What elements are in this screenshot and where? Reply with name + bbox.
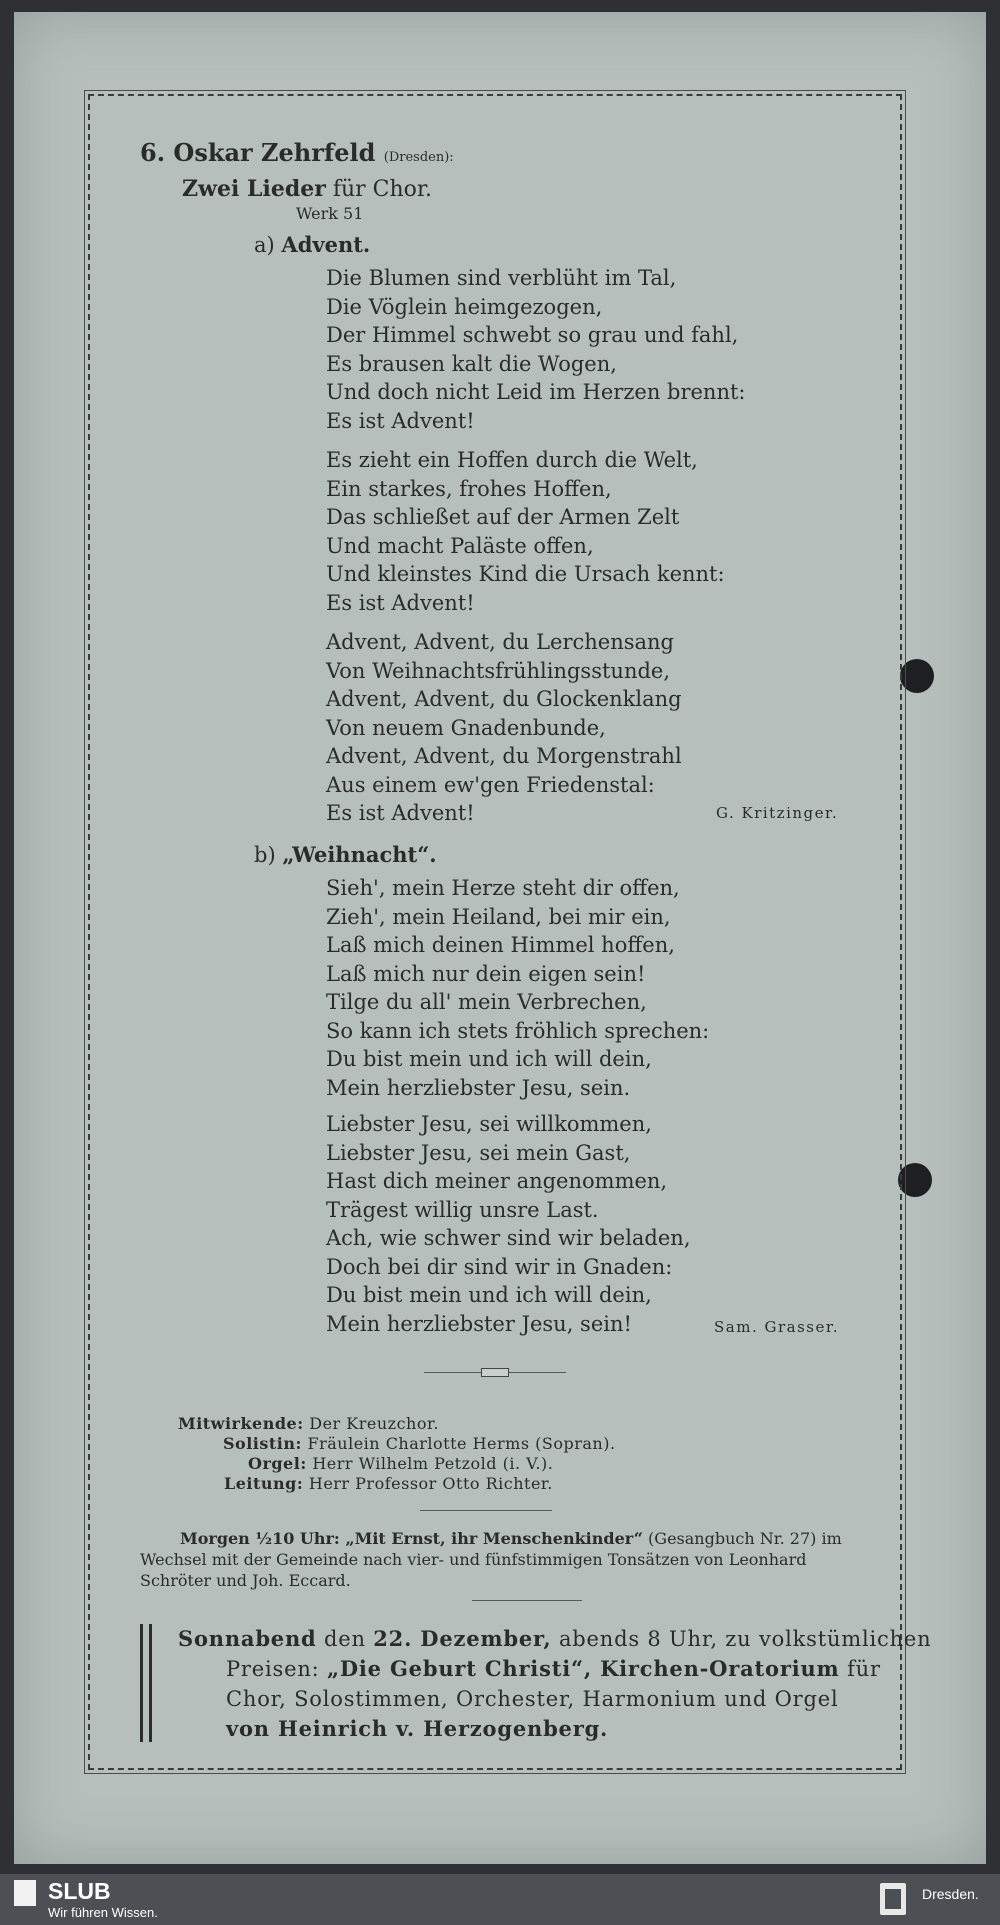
- verse-line: Ein starkes, frohes Hoffen,: [326, 476, 612, 501]
- verse-line: Advent, Advent, du Lerchensang: [326, 630, 674, 654]
- footer-bar: [0, 1874, 1000, 1925]
- verse-line: Das schließet auf der Armen Zelt: [326, 505, 680, 529]
- song-a-heading: a) Advent.: [254, 232, 371, 257]
- footer-partner: Dresden.: [922, 1886, 979, 1902]
- song-a-stanza-3: [326, 628, 682, 828]
- verse-line: Du bist mein und ich will dein,: [326, 1047, 652, 1071]
- verse-line: Laß mich nur dein eigen sein!: [326, 961, 646, 986]
- verse-line: Doch bei dir sind wir in Gnaden:: [326, 1254, 673, 1279]
- verse-line: Es ist Advent!: [326, 408, 475, 433]
- morning-service-notice: Morgen ½10 Uhr: „Mit Ernst, ihr Menschenkinder“ (Gesangbuch Nr. 27) im Wechsel mit der Gemeinde nach vier- und fünfstimmigen Tonsätzen von Leonhard Schröter und Joh. Eccard.: [140, 1529, 842, 1590]
- verse-line: Es zieht ein Hoffen durch die Welt,: [326, 448, 698, 472]
- verse-line: Sieh', mein Herze steht dir offen,: [326, 876, 680, 900]
- work-title: Zwei Lieder für Chor.: [182, 176, 432, 202]
- verse-line: So kann ich stets fröhlich sprechen:: [326, 1018, 710, 1043]
- ornament-divider: [481, 1368, 509, 1377]
- song-b-stanza-2: [326, 1110, 691, 1338]
- verse-line: Es ist Advent!: [326, 590, 475, 615]
- song-a-stanza-2: [326, 446, 725, 617]
- verse-line: Der Himmel schwebt so grau und fahl,: [326, 323, 739, 347]
- verse-line: Von neuem Gnadenbunde,: [326, 715, 606, 740]
- verse-line: Es brausen kalt die Wogen,: [326, 351, 617, 376]
- verse-line: Und kleinstes Kind die Ursach kennt:: [326, 562, 725, 586]
- performer-row: Orgel: Herr Wilhelm Petzold (i. V.).: [248, 1454, 554, 1473]
- program-heading: [140, 138, 454, 167]
- verse-line: Liebster Jesu, sei willkommen,: [326, 1112, 652, 1136]
- verse-line: Trägest willig unsre Last.: [326, 1197, 599, 1222]
- verse-line: Die Blumen sind verblüht im Tal,: [326, 266, 677, 290]
- concert-announcement: Sonnabend den 22. Dezember, abends 8 Uhr, zu volkstümlichen Preisen: „Die Geburt Christi“, Kirchen-Oratorium für Chor, Solostimmen, Orchester, Harmonium und Orgel von Heinrich v. Herzogenberg.: [178, 1626, 932, 1741]
- divider: [472, 1600, 582, 1601]
- verse-line: Zieh', mein Heiland, bei mir ein,: [326, 904, 671, 929]
- song-b-author: Sam. Grasser.: [714, 1318, 840, 1336]
- footer-brand: SLUB: [48, 1878, 111, 1904]
- slub-logo-icon: [14, 1880, 36, 1906]
- song-a-stanza-1: [326, 264, 746, 435]
- song-b-stanza-1: [326, 874, 709, 1102]
- performers-list: [178, 1414, 616, 1494]
- song-b-heading: b) „Weihnacht“.: [254, 842, 437, 867]
- verse-line: Hast dich meiner angenommen,: [326, 1169, 668, 1193]
- dresden-crest-icon: [880, 1883, 906, 1915]
- verse-line: Mein herzliebster Jesu, sein!: [326, 1311, 632, 1336]
- verse-line: Tilge du all' mein Verbrechen,: [326, 990, 647, 1014]
- composer-name: Oskar Zehrfeld: [173, 138, 376, 167]
- verse-line: Von Weihnachtsfrühlingsstunde,: [326, 658, 671, 683]
- punch-hole: [900, 659, 934, 693]
- song-a-author: G. Kritzinger.: [716, 804, 839, 822]
- footer-tagline: Wir führen Wissen.: [48, 1905, 158, 1920]
- verse-line: Du bist mein und ich will dein,: [326, 1283, 652, 1307]
- performer-row: Solistin: Fräulein Charlotte Herms (Sopran).: [223, 1434, 616, 1453]
- verse-line: Mein herzliebster Jesu, sein.: [326, 1075, 631, 1100]
- verse-line: Ach, wie schwer sind wir beladen,: [326, 1226, 691, 1250]
- side-bar: [140, 1624, 143, 1742]
- verse-line: Liebster Jesu, sei mein Gast,: [326, 1140, 631, 1165]
- verse-line: Laß mich deinen Himmel hoffen,: [326, 933, 675, 957]
- verse-line: Und doch nicht Leid im Herzen brennt:: [326, 380, 746, 404]
- opus-number: Werk 51: [296, 204, 364, 223]
- verse-line: Und macht Paläste offen,: [326, 533, 594, 558]
- performer-row: Mitwirkende: Der Kreuzchor.: [178, 1414, 439, 1433]
- verse-line: Advent, Advent, du Glockenklang: [326, 687, 682, 711]
- punch-hole: [898, 1163, 932, 1197]
- performer-row: Leitung: Herr Professor Otto Richter.: [224, 1474, 553, 1493]
- verse-line: Advent, Advent, du Morgenstrahl: [326, 744, 682, 768]
- program-number: 6.: [140, 138, 166, 167]
- verse-line: Die Vöglein heimgezogen,: [326, 294, 603, 319]
- divider: [420, 1510, 552, 1511]
- composer-city: (Dresden):: [383, 150, 454, 165]
- verse-line: Aus einem ew'gen Friedenstal:: [326, 772, 655, 797]
- verse-line: Es ist Advent!: [326, 801, 475, 825]
- side-bar: [149, 1624, 152, 1742]
